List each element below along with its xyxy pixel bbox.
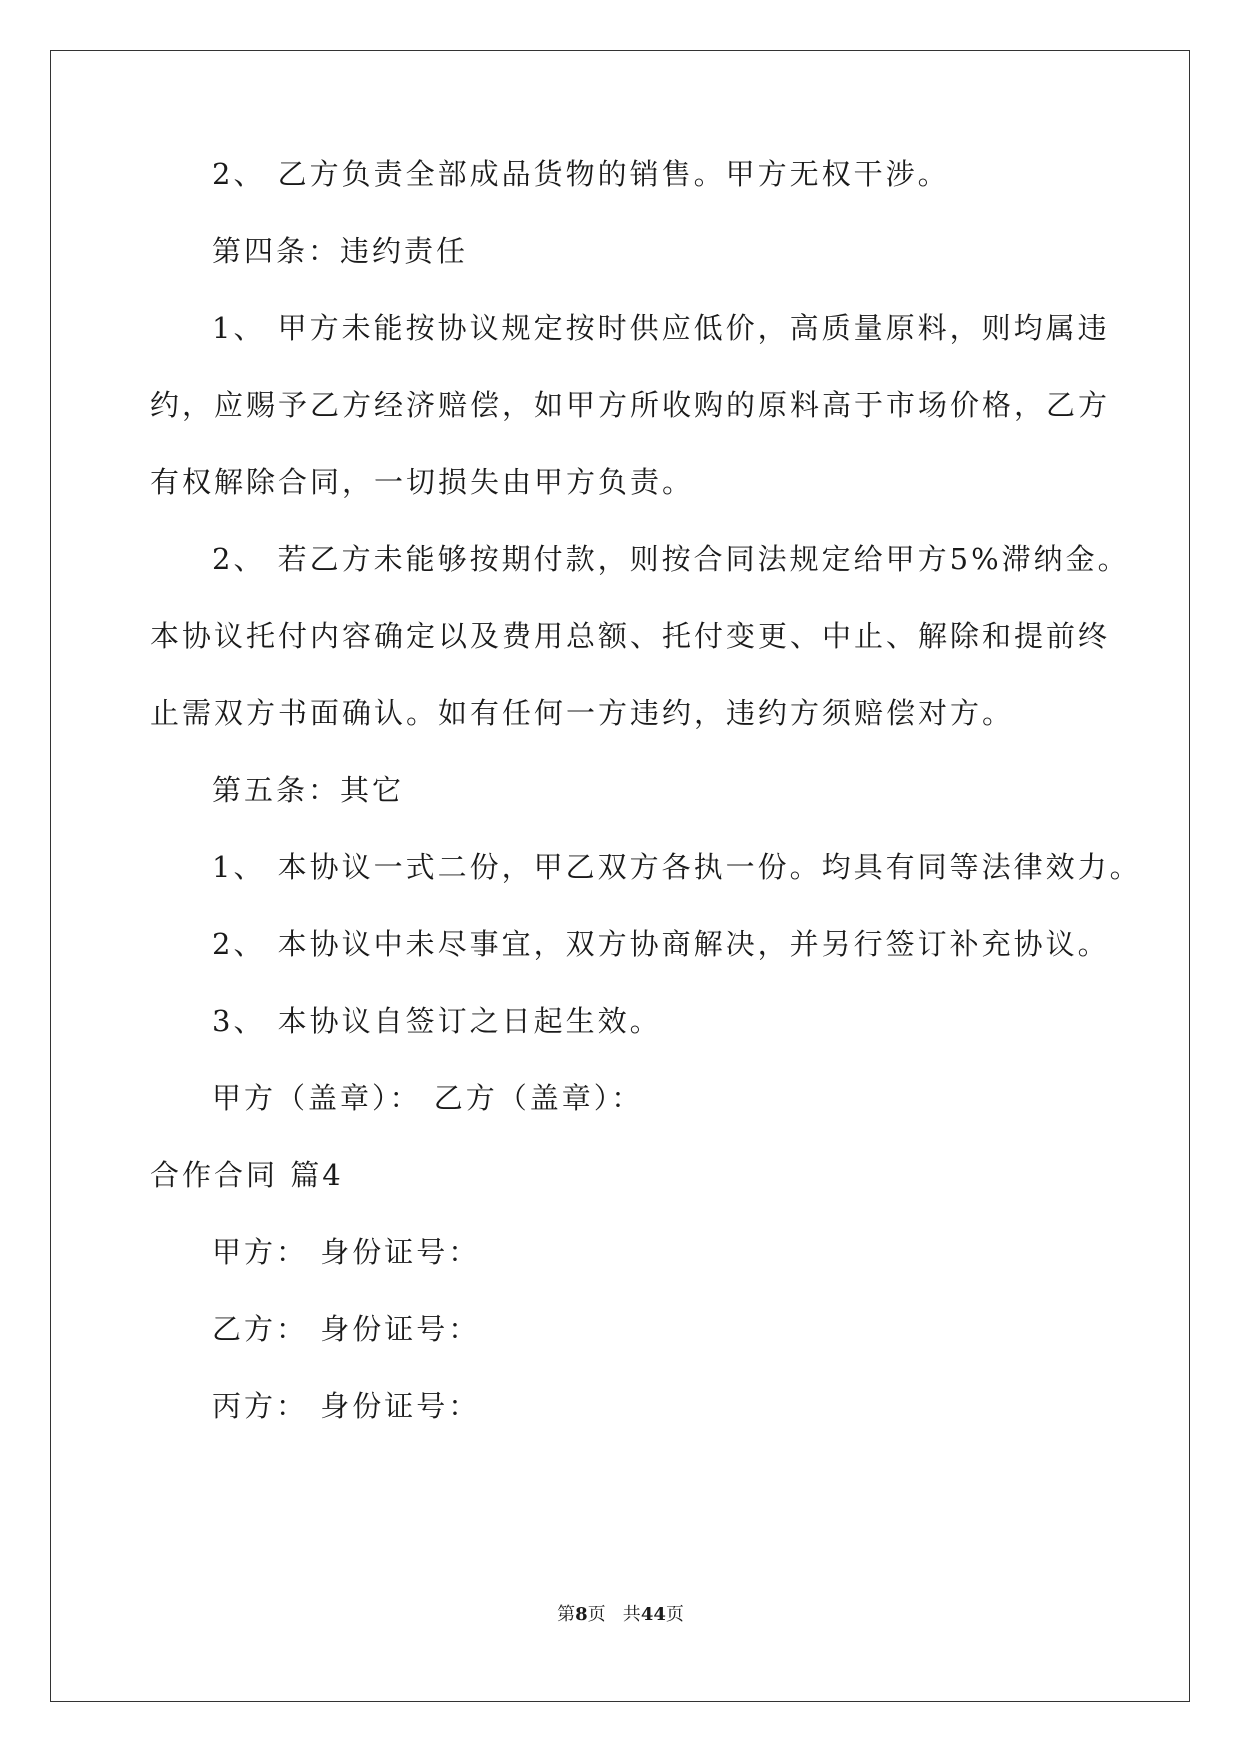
party-a-line: 甲方： 身份证号： <box>212 1235 481 1269</box>
current-page-number: 8 <box>575 1604 588 1625</box>
clause-4-item-1-line-2: 约，应赐予乙方经济赔偿，如甲方所收购的原料高于市场价格，乙方 <box>150 388 1111 422</box>
footer-mid: 页 共 <box>587 1604 641 1625</box>
clause-5-item-3: 3、 本协议自签订之日起生效。 <box>212 1004 662 1038</box>
clause-4-item-2-line-3: 止需双方书面确认。如有任何一方违约，违约方须赔偿对方。 <box>150 696 1015 730</box>
article-5-heading: 第五条：其它 <box>212 773 405 807</box>
signature-line: 甲方（盖章）： 乙方（盖章）： <box>212 1081 644 1115</box>
footer-suffix: 页 <box>665 1604 684 1625</box>
section-heading: 合作合同 篇4 <box>150 1158 344 1192</box>
clause-4-item-2-line-2: 本协议托付内容确定以及费用总额、托付变更、中止、解除和提前终 <box>150 619 1111 653</box>
clause-4-item-1-line-3: 有权解除合同，一切损失由甲方负责。 <box>150 465 695 499</box>
party-b-line: 乙方： 身份证号： <box>212 1312 481 1346</box>
party-c-line: 丙方： 身份证号： <box>212 1389 481 1423</box>
clause-5-item-1: 1、 本协议一式二份，甲乙双方各执一份。均具有同等法律效力。 <box>212 850 1142 884</box>
article-4-heading: 第四条：违约责任 <box>212 234 469 268</box>
footer-prefix: 第 <box>557 1604 576 1625</box>
clause-3-item-2: 2、 乙方负责全部成品货物的销售。甲方无权干涉。 <box>212 157 950 191</box>
total-pages-number: 44 <box>640 1604 666 1625</box>
clause-5-item-2: 2、 本协议中未尽事宜，双方协商解决，并另行签订补充协议。 <box>212 927 1110 961</box>
clause-4-item-2-line-1: 2、 若乙方未能够按期付款，则按合同法规定给甲方5%滞纳金。 <box>212 542 1130 576</box>
page-footer <box>0 1600 1241 1626</box>
clause-4-item-1-line-1: 1、 甲方未能按协议规定按时供应低价，高质量原料，则均属违 <box>212 311 1110 345</box>
